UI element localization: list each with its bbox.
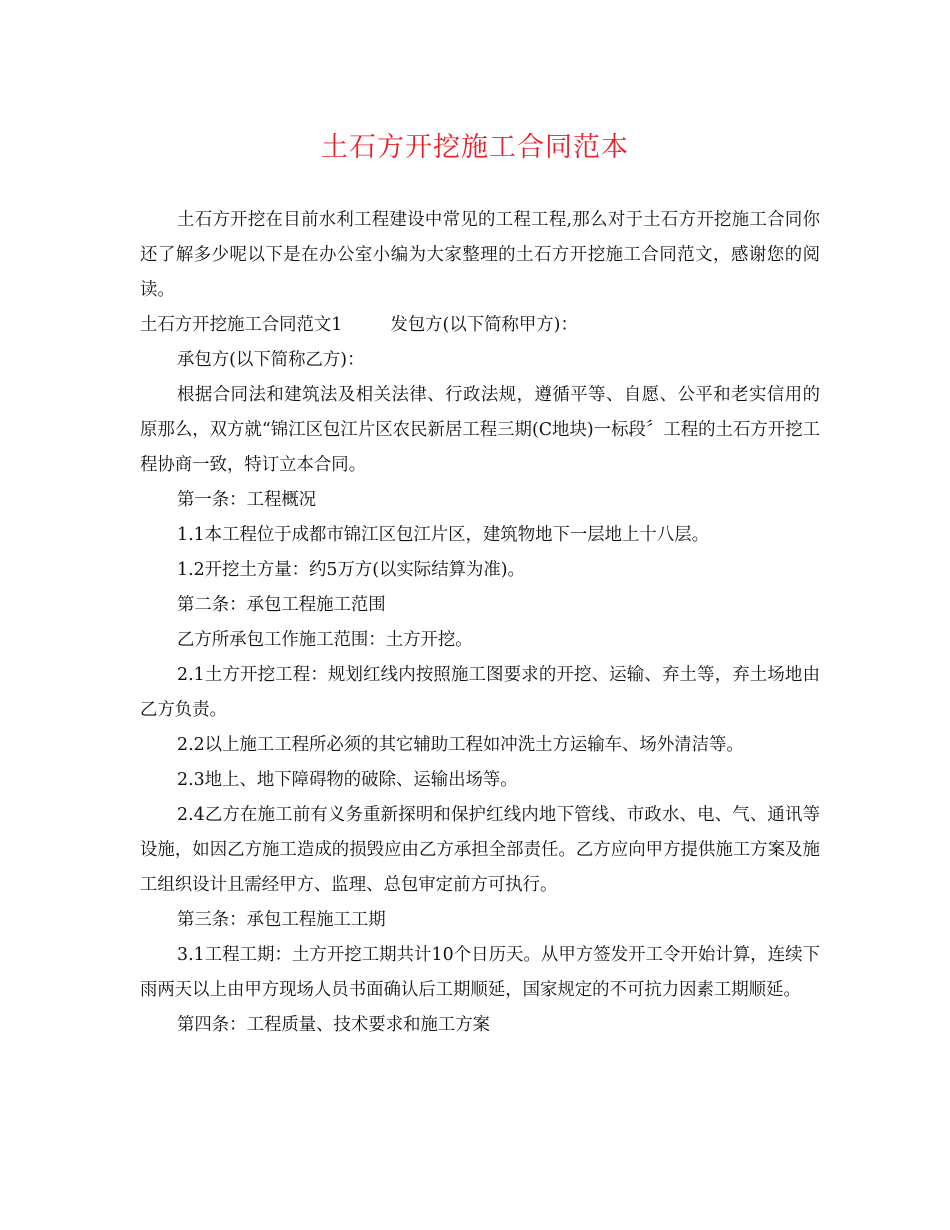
document-title: 土石方开挖施工合同范本	[321, 132, 629, 163]
article-4-heading: 第四条：工程质量、技术要求和施工方案	[177, 1015, 491, 1035]
clause-2-3: 2.3地上、地下障碍物的破除、运输出场等。	[177, 770, 518, 790]
intro-paragraph: 土石方开挖在目前水利工程建设中常见的工程工程,那么对于土石方开挖施工合同你还了解多少呢以下是在办公室小编为大家整理的土石方开挖施工合同范文，感谢您的阅读。	[140, 210, 820, 300]
document-body	[140, 203, 820, 1043]
article-2-heading: 第二条：承包工程施工范围	[177, 595, 386, 615]
clause-1-2: 1.2开挖土方量：约5万方(以实际结算为准)。	[177, 560, 525, 580]
clause-2-1: 2.1土方开挖工程：规划红线内按照施工图要求的开挖、运输、弃土等，弃土场地由乙方负责。	[140, 665, 820, 720]
clause-2-4: 2.4乙方在施工前有义务重新探明和保护红线内地下管线、市政水、电、气、通讯等设施，如因乙方施工造成的损毁应由乙方承担全部责任。乙方应向甲方提供施工方案及施工组织设计且需经甲方、监理、总包审定前方可执行。	[140, 805, 820, 895]
party-b-line: 承包方(以下简称乙方)：	[177, 350, 365, 370]
sample-heading-line	[140, 308, 820, 343]
preamble-paragraph: 根据合同法和建筑法及相关法律、行政法规，遵循平等、自愿、公平和老实信用的原那么，双方就“锦江区包江片区农民新居工程三期(C地块)一标段〞工程的土石方开挖工程协商一致，特订立本合同。	[140, 385, 820, 475]
scope-paragraph: 乙方所承包工作施工范围：土方开挖。	[177, 630, 473, 650]
clause-2-2: 2.2以上施工工程所必须的其它辅助工程如冲洗土方运输车、场外清洁等。	[177, 735, 744, 755]
party-a-line: 发包方(以下简称甲方)：	[390, 315, 578, 335]
clause-1-1: 1.1本工程位于成都市锦江区包江片区，建筑物地下一层地上十八层。	[177, 525, 709, 545]
clause-3-1: 3.1工程工期：土方开挖工期共计10个日历天。从甲方签发开工令开始计算，连续下雨两天以上由甲方现场人员书面确认后工期顺延，国家规定的不可抗力因素工期顺延。	[140, 945, 820, 1000]
article-3-heading: 第三条：承包工程施工工期	[177, 910, 386, 930]
sample-heading: 土石方开挖施工合同范文1	[140, 315, 343, 335]
article-1-heading: 第一条：工程概况	[177, 490, 317, 510]
